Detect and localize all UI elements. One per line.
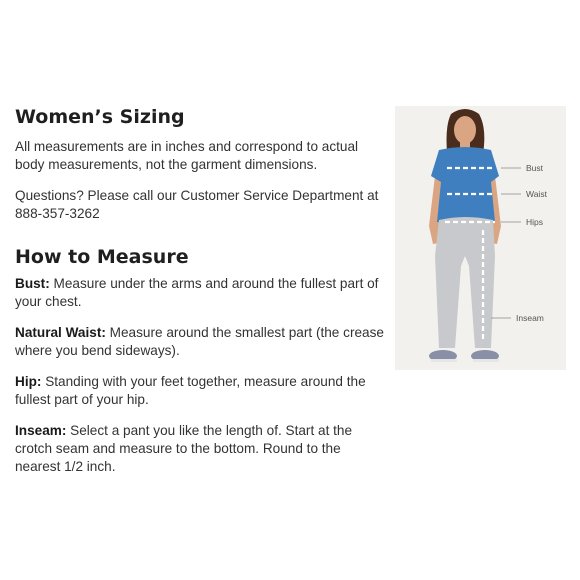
inseam-instruction-label: Inseam: [15,423,67,438]
left-shoe-sole [431,359,457,362]
measurement-figure [395,106,566,370]
inseam-label: Inseam [516,313,544,323]
how-to-measure-heading: How to Measure [15,246,189,268]
hip-instruction-label: Hip: [15,374,42,389]
waist-label: Waist [526,189,547,199]
waist-instruction [15,324,385,360]
bust-instruction [15,275,385,311]
bust-instruction-label: Bust: [15,276,50,291]
customer-service-text: Questions? Please call our Customer Service Department at 888-357-3262 [15,188,379,221]
waist-instruction-text: Measure around the smallest part (the crease where you bend sideways). [15,325,384,358]
waist-instruction-label: Natural Waist: [15,325,106,340]
shirt-shape [431,147,499,225]
hip-instruction [15,373,385,409]
hip-instruction-text: Standing with your feet together, measure around the fullest part of your hip. [15,374,366,407]
face-shape [454,116,476,144]
hips-label: Hips [526,217,544,227]
sizing-text-column [15,104,385,489]
bust-label: Bust [526,163,544,173]
model-illustration [395,106,566,370]
right-shoe-sole [473,359,499,362]
inseam-instruction [15,422,385,476]
inseam-instruction-text: Select a pant you like the length of. Start at the crotch seam and measure to the bottom. Round to the nearest 1/2 inch. [15,423,353,474]
womens-sizing-heading: Women’s Sizing [15,106,185,128]
sizing-intro-text: All measurements are in inches and correspond to actual body measurements, not the garment dimensions. [15,139,359,172]
bust-instruction-text: Measure under the arms and around the fullest part of your chest. [15,276,379,309]
